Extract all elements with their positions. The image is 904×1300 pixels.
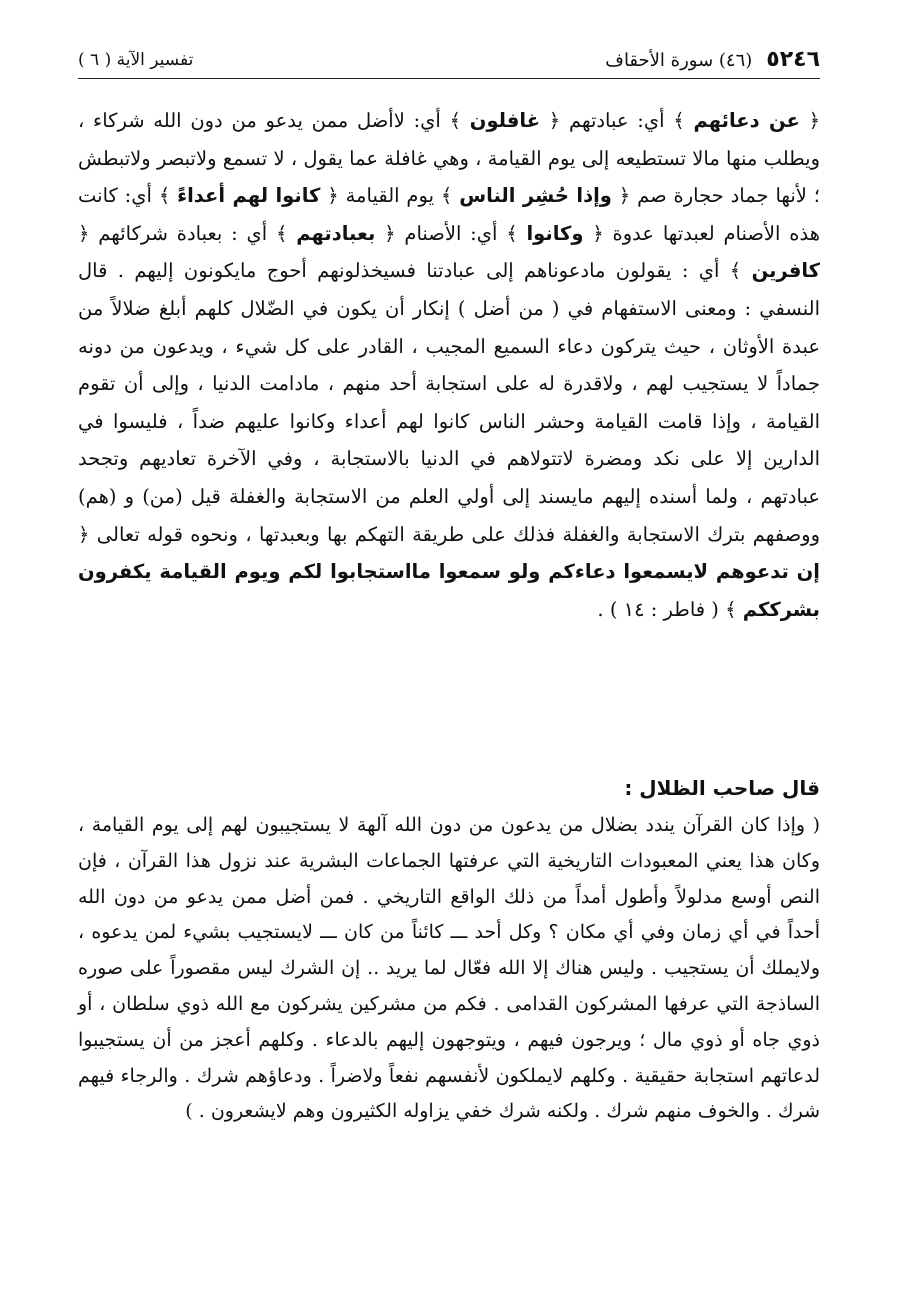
text-segment: ﴾ أي: عبادتهم ﴿ (540, 109, 694, 132)
quran-phrase: عن دعائهم (693, 109, 800, 132)
page-header (78, 38, 820, 79)
quran-phrase: كانوا لهم أعداءً (177, 184, 321, 208)
quran-phrase: كافرين (751, 259, 820, 283)
text-segment: ﴾ أي : يقولون مادعوناهم إلى عبادتنا فسيخذلونهم أحوج مايكونون إليهم . قال النسفي : ومعنى الاستفهام في ( من أضل ) إنكار أن يكون في الضّلال كلهم أبلغ ضلالاً من عبدة الأوثان ، حيث يتركون دعاء السميع المجيب ، القادر على كل شيء ، ويدعون من دونه جماداً لا يستجيب لهم ، ولاقدرة له على استجابة أحد منهم ، مادامت الدنيا ، وإلى أن تقوم القيامة ، وإذا قامت القيامة وحشر الناس كانوا لهم أعداء وكانوا عليهم ضداً ، فليسوا في الدارين إلا على نكد ومضرة لاتتولاهم في الدنيا بالاستجابة ، وفي الآخرة تعاديهم وتجحد عبادتهم ، ولما أسنده إليهم مايسند إلى أولي العلم من الاستجابة والغفلة قيل (من) و (هم) ووصفهم بترك الاستجابة والغفلة فذلك على طريقة التهكم بها وبعبدتها ، ونحوه قوله تعالى ﴿ (78, 259, 820, 546)
quran-verse: إن تدعوهم لايسمعوا دعاءكم ولو سمعوا مااستجابوا لكم ويوم القيامة يكفرون بشرككم (78, 560, 820, 621)
text-segment: ﴾ أي: الأصنام ﴿ (375, 221, 527, 245)
text-segment: ﴾ ( فاطر : ١٤ ) . (597, 597, 743, 621)
text-segment: ﴾ أي: كانت هذه الأصنام لعبدتها عدوة ﴿ (78, 184, 821, 245)
section-title: تفسير الآية ( ٦ ) (78, 50, 194, 70)
quran-phrase: غافلون (469, 109, 541, 132)
text-segment: ﴾ أي : بعبادة شركائهم ﴿ (78, 221, 297, 245)
surah-title: (٤٦) سورة الأحقاف (605, 50, 753, 71)
quran-phrase: وإذا حُشِر الناس (459, 184, 612, 208)
page-number: ٥٢٤٦ (766, 47, 820, 72)
section-heading: قال صاحب الظلال : (624, 776, 820, 800)
quran-phrase: بعبادتهم (296, 221, 376, 245)
tafsir-paragraph (78, 102, 820, 628)
text-segment: ﴾ يوم القيامة ﴿ (320, 184, 460, 208)
header-right (605, 47, 820, 78)
text-segment: ﴿ (799, 109, 821, 132)
text-segment: ﴾ أي: لاأضل ممن يدعو من دون الله شركاء ، ويطلب منها مالا تستطيعه إلى يوم القيامة ، وهي غافلة عما يقول ، لا تسمع ولاتبصر ولاتبطش ؛ لأنها جماد حجارة صم ﴿ (78, 109, 821, 208)
quoted-paragraph: ( وإذا كان القرآن يندد بضلال من يدعون من دون الله آلهة لا يستجيبون لهم إلى يوم القيامة ، وكان هذا يعني المعبودات التاريخية التي عرفتها الجماعات البشرية عند نزول هذا القرآن ، فإن النص أوسع مدلولاً وأطول أمداً من ذلك الواقع التاريخي . فمن أضل ممن يدعو من دون الله أحداً في أي زمان وفي أي مكان ؟ وكل أحد ـــ كائناً من كان ـــ لايستجيب بشيء لمن يدعوه ، ولايملك أن يستجيب . وليس هناك إلا الله فعّال لما يريد .. إن الشرك ليس مقصوراً على صوره الساذجة التي عرفها المشركون القدامى . فكم من مشركين يشركون مع الله ذوي سلطان ، أو ذوي جاه أو ذوي مال ؛ ويرجون فيهم ، ويتوجهون إليهم بالدعاء . وكلهم أعجز من أن يستجيبوا لدعاتهم استجابة حقيقية . وكلهم لايملكون لأنفسهم نفعاً ولاضراً . ودعاؤهم شرك . والرجاء فيهم شرك . والخوف منهم شرك . ولكنه شرك خفي يزاوله الكثيرون وهم لايشعرون . ) (78, 814, 820, 1123)
quran-phrase: وكانوا (526, 221, 584, 245)
